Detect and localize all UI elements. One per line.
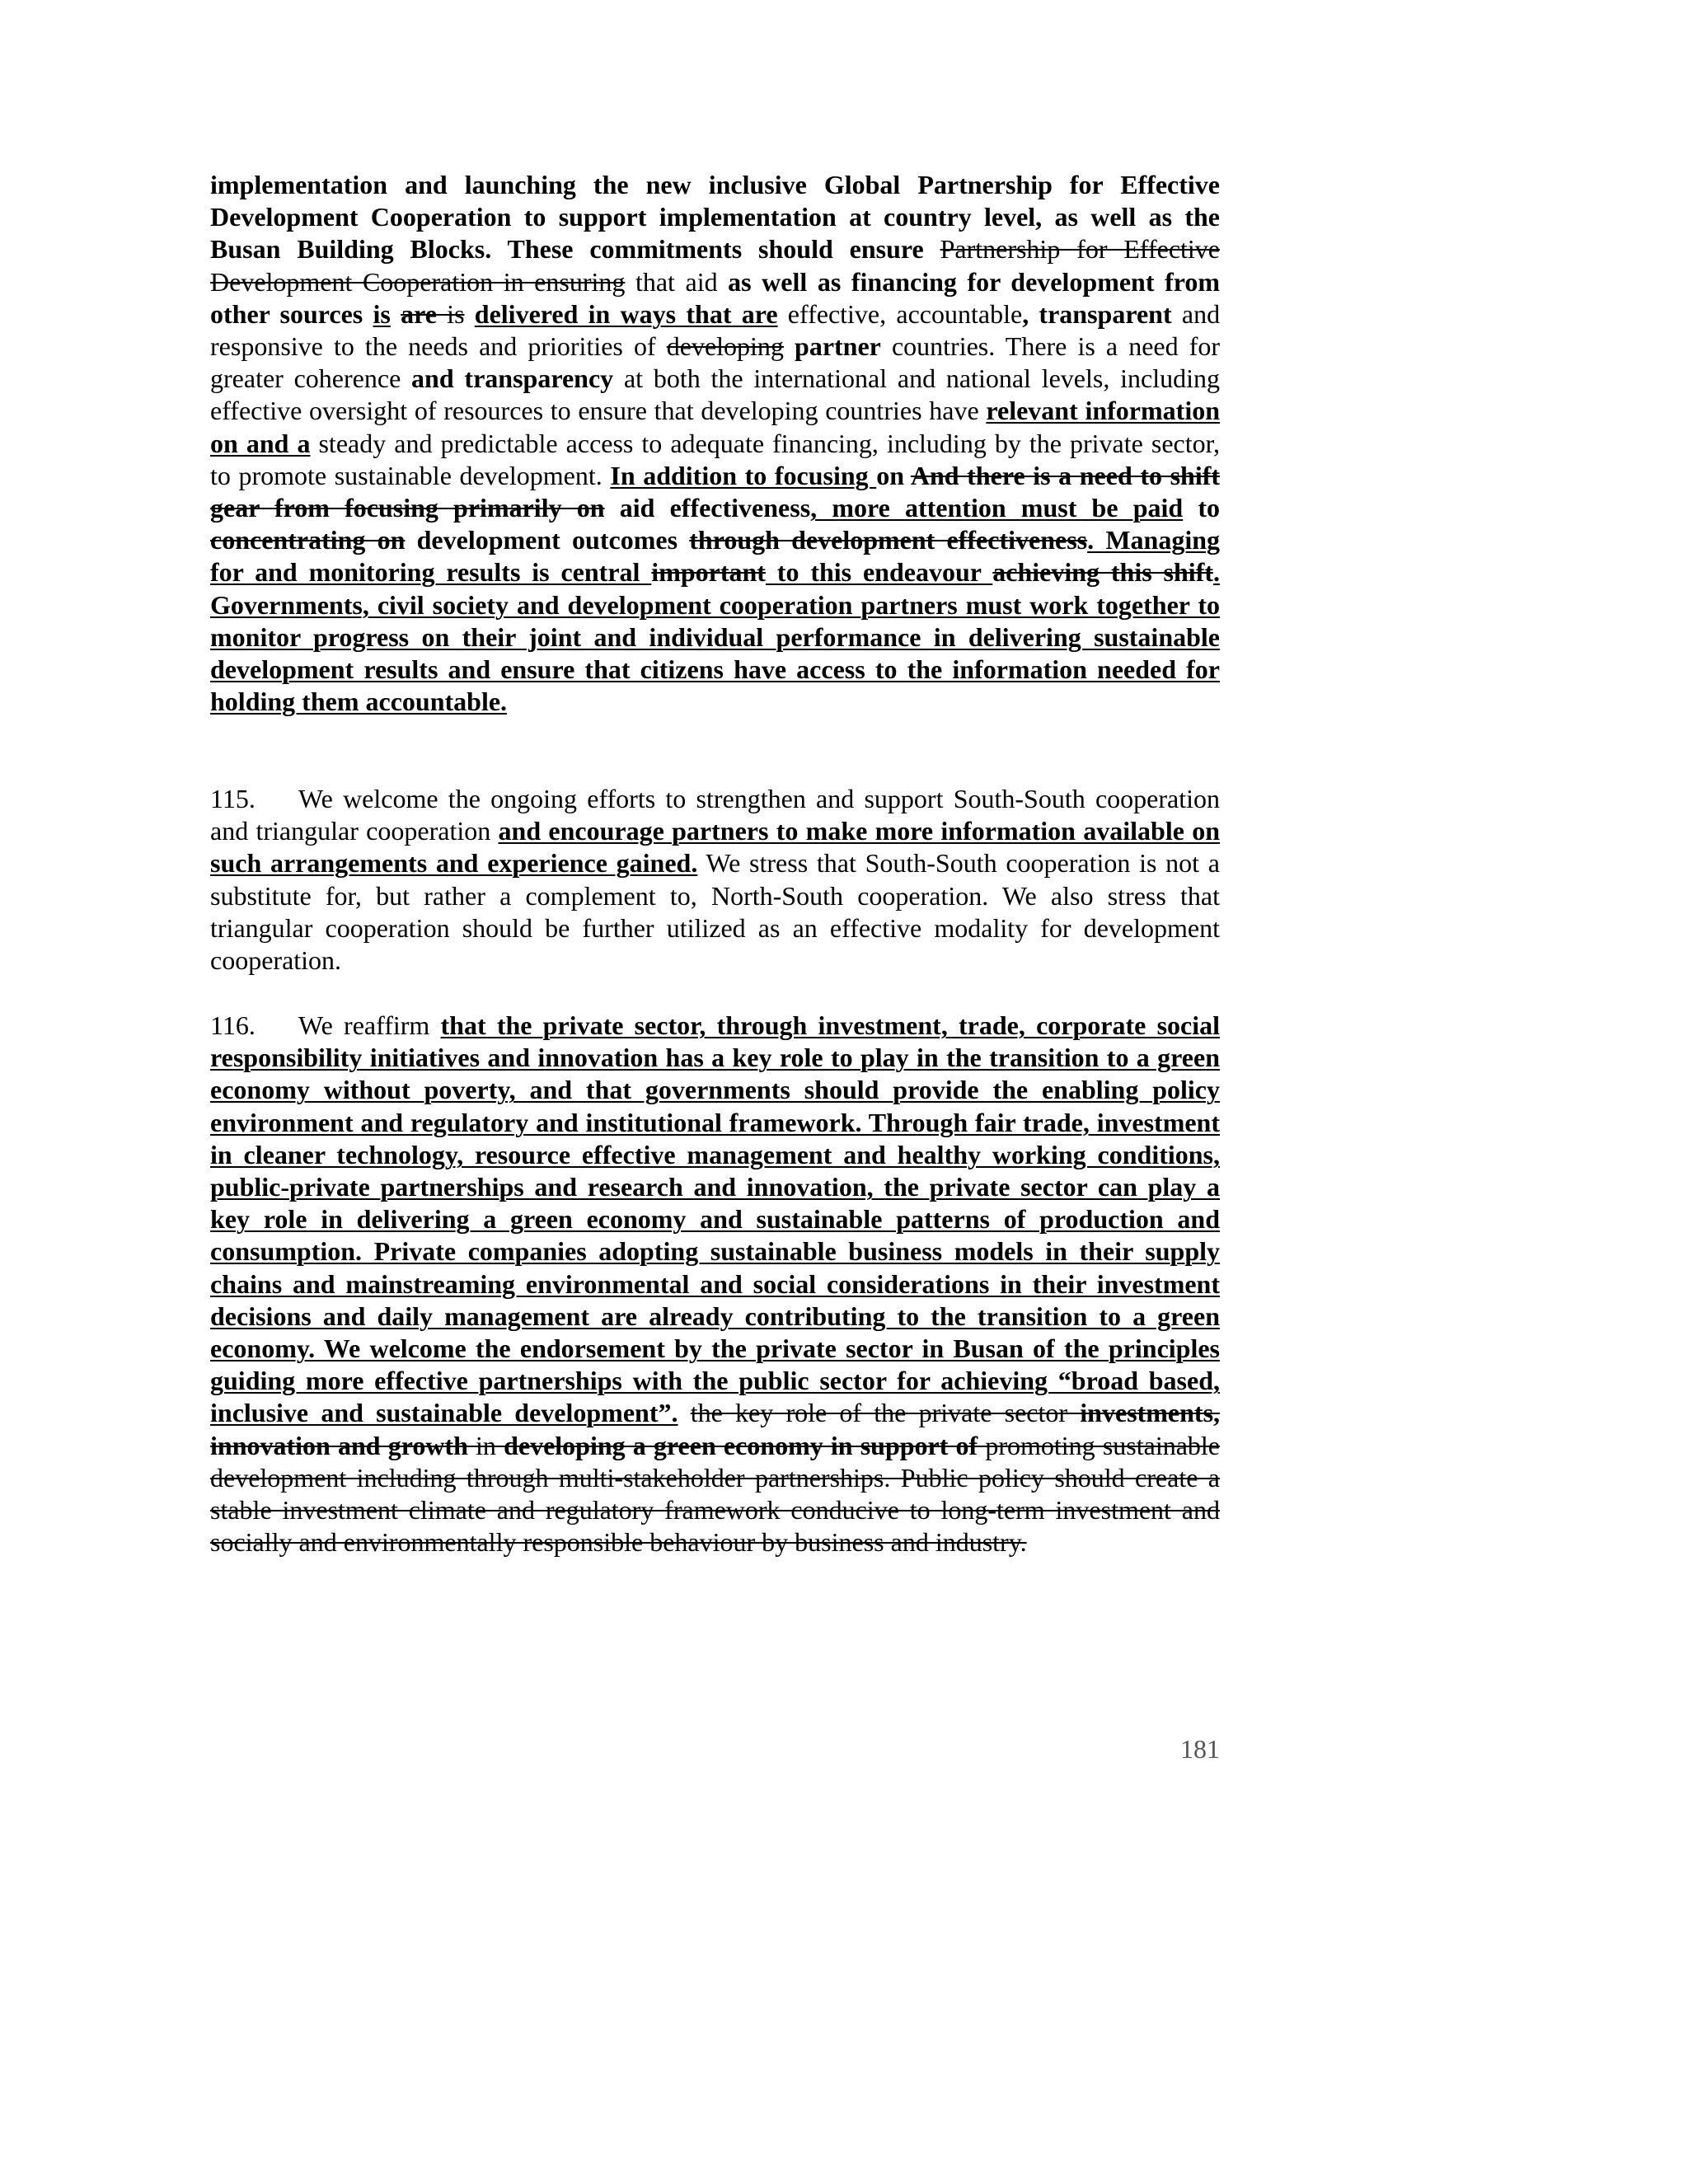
paragraph-number: 115.: [210, 784, 256, 813]
paragraph-continuation: [210, 169, 1220, 718]
text-run: We welcome the ongoing efforts to strengthen and support South-South cooperation and triangular cooperation: [210, 784, 1220, 846]
text-run: aid effectiveness: [604, 493, 811, 523]
text-run: steady and predictable access to adequate financing, including by the private sector, to promote sustainable development.: [210, 428, 1221, 490]
inserted-text: . Governments, civil society and development cooperation partners must work together to monitor progress on their joint and individual performance in delivering sustainable development results and ensure that citizens have access to the information needed for holding them accountable.: [210, 557, 1221, 717]
paragraph-segments: [210, 170, 1220, 716]
inserted-text: . Managing for and monitoring results is central: [210, 525, 1221, 588]
text-run: development outcomes: [405, 525, 690, 555]
paragraph-segments: [210, 1010, 1220, 1557]
text-run: and responsive to the needs and priorities of: [210, 298, 1221, 362]
inserted-text: is: [373, 298, 391, 329]
text-run: implementation and launching the new inclusive Global Partnership for Effective Development Cooperation to support implementation at country level, as well as the Busan Building Blocks. These commitments should ensure: [210, 170, 1220, 265]
deleted-text: important: [651, 557, 766, 588]
deleted-text: investments, innovation and growth: [210, 1398, 1221, 1460]
text-run: [784, 331, 795, 361]
paragraph-115: [210, 783, 1220, 977]
deleted-text: achieving this shift: [992, 557, 1214, 588]
text-run: We reaffirm: [298, 1010, 441, 1040]
inserted-text: and encourage partners to make more information available on such arrangements and experience gained.: [210, 816, 1221, 879]
text-run: effective, accountable: [777, 298, 1023, 329]
text-run: that aid: [625, 266, 729, 297]
text-run: to: [1183, 493, 1221, 523]
page-number: 181: [1180, 1734, 1220, 1764]
paragraph-116: [210, 1010, 1220, 1558]
paragraph-segments: [210, 784, 1220, 975]
deleted-text: developing a green economy in support of: [504, 1430, 978, 1460]
deleted-text: the key role of the private sector: [690, 1398, 1081, 1428]
deleted-text: And there is a need to shift gear from focusing primarily on: [210, 460, 1221, 523]
text-run: on: [876, 460, 911, 490]
paragraph-number: 116.: [210, 1010, 256, 1040]
deleted-text: concentrating on: [210, 525, 406, 555]
text-run: and transparency: [411, 363, 614, 394]
inserted-text: that the private sector, through investment, trade, corporate social responsibility initiatives and innovation has a key role to play in the transition to a green economy without poverty, and that governments should provide the enabling policy environment and regulatory and institutional framework. Through fair trade, investment in cleaner technology, resource effective management and healthy working conditions, public-private partnerships and research and innovation, the private sector can play a key role in delivering a green economy and sustainable patterns of production and consumption. Private companies adopting sustainable business models in their supply chains and mainstreaming environmental and social considerations in their investment decisions and daily management are already contributing to the transition to a green economy. We welcome the endorsement by the private sector in Busan of the principles guiding more effective partnerships with the public sector for achieving “broad based, inclusive and sustainable development”.: [210, 1010, 1221, 1428]
text-run: [678, 1398, 691, 1427]
text-run: [363, 299, 373, 329]
deleted-text: is: [436, 298, 465, 329]
text-run: countries. There is a need for greater coherence: [210, 331, 1221, 394]
text-run: as well as financing for development from other sources: [210, 266, 1221, 329]
deleted-text: through development effectiveness: [689, 525, 1088, 555]
inserted-text: In addition to focusing: [610, 460, 877, 490]
inserted-text: to this endeavour: [765, 557, 993, 588]
inserted-text: delivered in ways that are: [474, 298, 778, 329]
text-run: partner: [795, 331, 881, 362]
text-run: [924, 234, 940, 264]
deleted-text: in: [467, 1430, 504, 1460]
text-run: [391, 299, 401, 329]
deleted-text: promoting sustainable development including through multi-stakeholder partnerships. Public policy should create a stable investment climate and regulatory framework conducive to long-term investment and socially and environmentally responsible behaviour by business and industry.: [210, 1430, 1221, 1558]
text-run: [465, 299, 475, 329]
deleted-text: developing: [666, 331, 784, 362]
text-run: , transparent: [1022, 298, 1172, 329]
text-run: We stress that South-South cooperation is not a substitute for, but rather a complement to, North-South cooperation. We also stress that triangular cooperation should be further utilized as an effective modality for development cooperation.: [210, 848, 1220, 976]
deleted-text: Partnership for Effective Development Cooperation in ensuring: [210, 234, 1221, 297]
inserted-text: , more attention must be paid: [810, 493, 1184, 523]
deleted-text: are: [401, 298, 437, 329]
text-run: at both the international and national levels, including effective oversight of resources to ensure that developing countries have: [210, 363, 1220, 426]
inserted-text: relevant information on and a: [210, 396, 1221, 458]
